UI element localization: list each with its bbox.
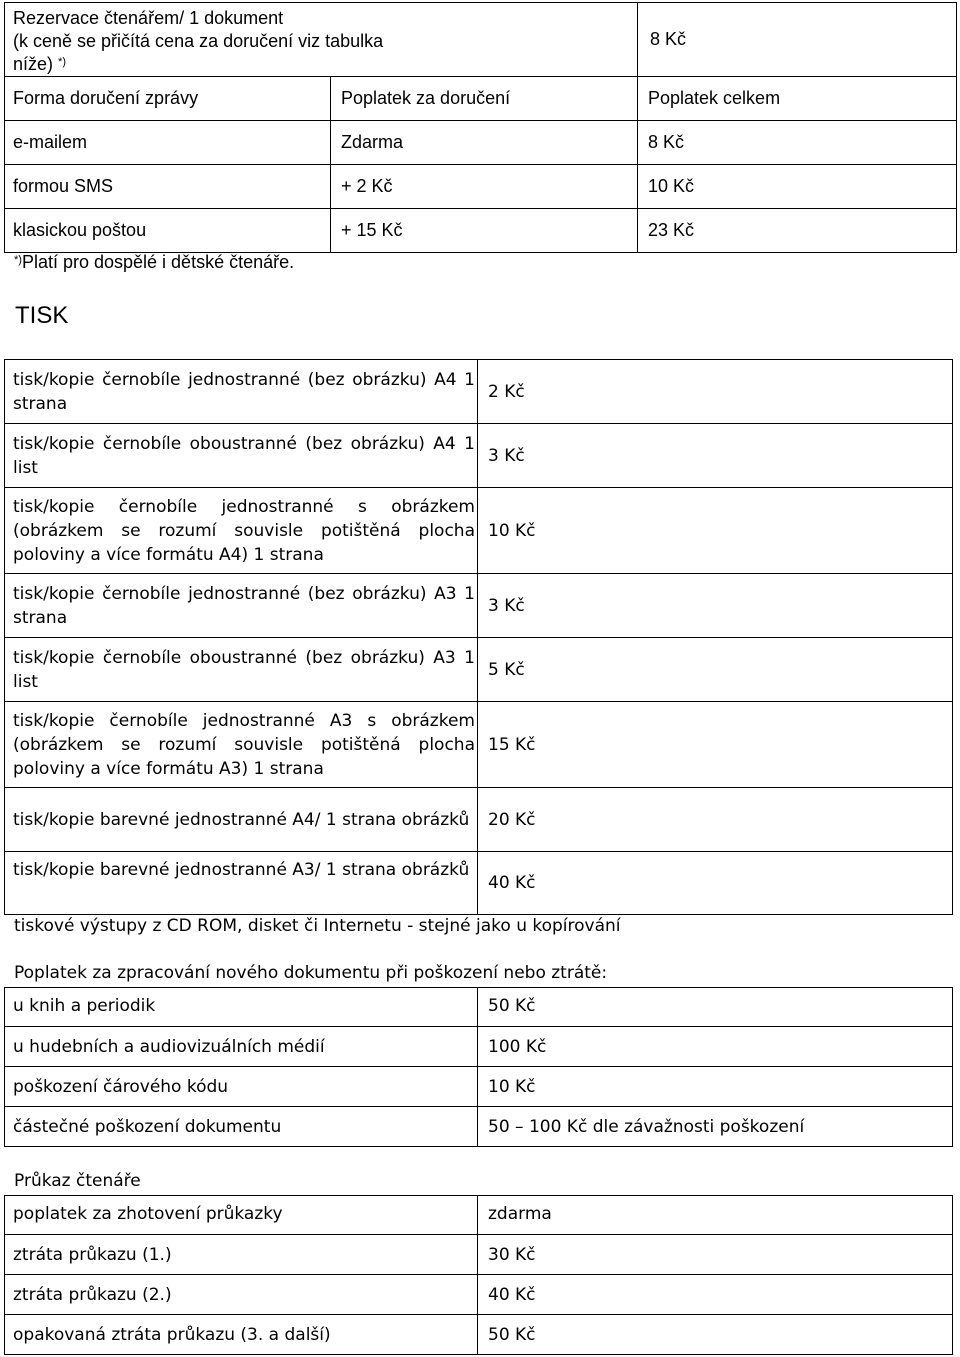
table-row: tisk/kopie barevné jednostranné A3/ 1 strana obrázků 40 Kč — [5, 852, 953, 915]
table-row: poplatek za zhotovení průkazky zdarma — [5, 1196, 953, 1235]
delivery-header: Poplatek za doručení — [331, 77, 638, 121]
delivery-header: Forma doručení zprávy — [5, 77, 331, 121]
table-row: ztráta průkazu (2.) 40 Kč — [5, 1275, 953, 1315]
delivery-table — [4, 2, 957, 253]
table-row: tisk/kopie černobíle jednostranné (bez obrázku) A4 1 strana 2 Kč — [5, 360, 953, 424]
reservation-row — [5, 3, 957, 77]
print-note: tiskové výstupy z CD ROM, disket či Internetu - stejné jako u kopírování — [14, 916, 621, 936]
reservation-label: Rezervace čtenářem/ 1 dokument (k ceně se přičítá cena za doručení viz tabulka níže) *) — [5, 3, 638, 77]
table-row: u knih a periodik 50 Kč — [5, 988, 953, 1027]
table-row: klasickou poštou + 15 Kč 23 Kč — [5, 209, 957, 253]
table-row: tisk/kopie černobíle jednostranné (bez obrázku) A3 1 strana 3 Kč — [5, 574, 953, 638]
table-row: tisk/kopie barevné jednostranné A4/ 1 strana obrázků 20 Kč — [5, 788, 953, 852]
card-table — [4, 1195, 953, 1355]
table-row: tisk/kopie černobíle jednostranné s obrázkem (obrázkem se rozumí souvisle potištěná plocha poloviny a více formátu A4) 1 strana 10 Kč — [5, 488, 953, 574]
card-heading: Průkaz čtenáře — [14, 1171, 141, 1191]
table-row: ztráta průkazu (1.) 30 Kč — [5, 1235, 953, 1275]
table-row: poškození čárového kódu 10 Kč — [5, 1067, 953, 1107]
table-row: e-mailem Zdarma 8 Kč — [5, 121, 957, 165]
table-row: částečné poškození dokumentu 50 – 100 Kč dle závažnosti poškození — [5, 1107, 953, 1147]
delivery-header: Poplatek celkem — [638, 77, 957, 121]
table-row: formou SMS + 2 Kč 10 Kč — [5, 165, 957, 209]
table-row: tisk/kopie černobíle oboustranné (bez obrázku) A4 1 list 3 Kč — [5, 424, 953, 488]
reservation-price: 8 Kč — [638, 3, 957, 77]
table-row: u hudebních a audiovizuálních médií 100 Kč — [5, 1027, 953, 1067]
print-table — [4, 359, 953, 915]
table-row: tisk/kopie černobíle jednostranné A3 s obrázkem (obrázkem se rozumí souvisle potištěná plocha poloviny a více formátu A3) 1 strana 15 Kč — [5, 702, 953, 788]
delivery-footnote: *)Platí pro dospělé i dětské čtenáře. — [14, 252, 295, 272]
table-row: tisk/kopie černobíle oboustranné (bez obrázku) A3 1 list 5 Kč — [5, 638, 953, 702]
delivery-header-row — [5, 77, 957, 121]
processing-heading: Poplatek za zpracování nového dokumentu při poškození nebo ztrátě: — [14, 963, 608, 983]
table-row: opakovaná ztráta průkazu (3. a další) 50 Kč — [5, 1315, 953, 1355]
print-heading: TISK — [15, 302, 69, 329]
processing-table — [4, 987, 953, 1147]
